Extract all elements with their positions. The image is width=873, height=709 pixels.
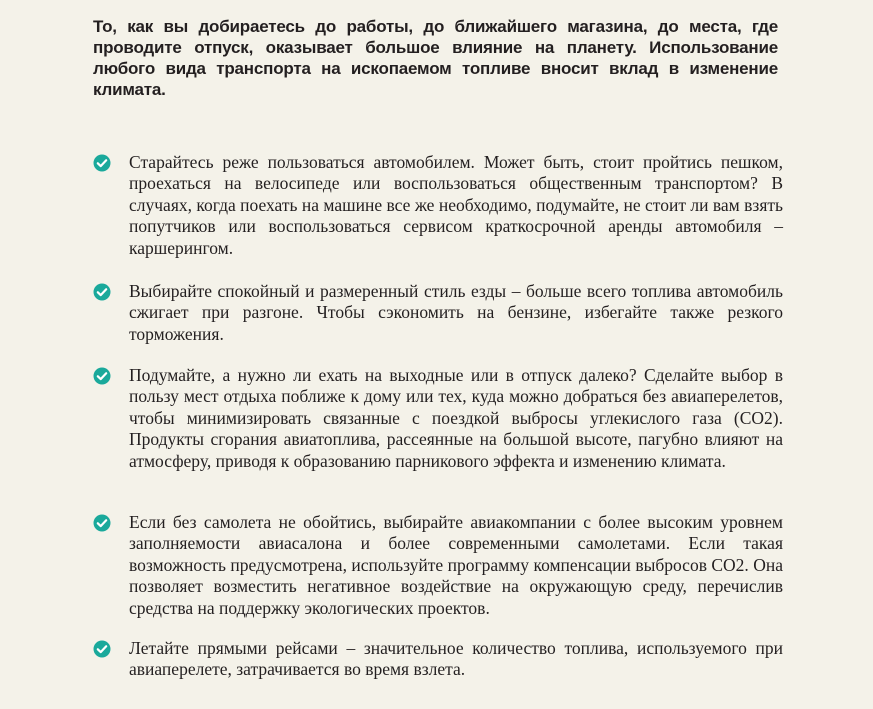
tip-text: Если без самолета не обойтись, выбирайте авиакомпании с более высоким уровнем заполняемости авиасалона и более современными самолетами. Если такая возможность предусмотрена, используйте программу компенсации выбросов СО2. Она позволяет возместить негативное воздействие на окружающую среду, перечислив средства на поддержку экологических проектов. xyxy=(129,512,783,618)
check-circle-icon xyxy=(93,640,111,658)
list-item xyxy=(93,365,783,472)
list-item xyxy=(93,281,783,345)
check-circle-icon xyxy=(93,367,111,385)
tip-text: Выбирайте спокойный и размеренный стиль езды – больше всего топлива автомобиль сжигает при разгоне. Чтобы сэкономить на бензине, избегайте также резкого торможения. xyxy=(129,281,783,344)
tip-text: Подумайте, а нужно ли ехать на выходные или в отпуск далеко? Сделайте выбор в пользу мест отдыха поближе к дому или тех, куда можно добраться без авиаперелетов, чтобы минимизировать связанные с поездкой выбросы углекислого газа (СО2). Продукты сгорания авиатоплива, рассеянные на большой высоте, пагубно влияют на атмосферу, приводя к образованию парникового эффекта и изменению климата. xyxy=(129,365,783,471)
list-item xyxy=(93,152,783,259)
tip-text: Летайте прямыми рейсами – значительное количество топлива, используемого при авиаперелете, затрачивается во время взлета. xyxy=(129,638,783,680)
tip-text: Старайтесь реже пользоваться автомобилем. Может быть, стоит пройтись пешком, проехаться на велосипеде или воспользоваться общественным транспортом? В случаях, когда поехать на машине все же необходимо, подумайте, не стоит ли вам взять попутчиков или воспользоваться сервисом краткосрочной аренды автомобиля – каршерингом. xyxy=(129,152,783,258)
check-circle-icon xyxy=(93,514,111,532)
check-circle-icon xyxy=(93,283,111,301)
check-circle-icon xyxy=(93,154,111,172)
list-item xyxy=(93,512,783,619)
intro-paragraph: То, как вы добираетесь до работы, до ближайшего магазина, до места, где проводите отпуск, оказывает большое влияние на планету. Использование любого вида транспорта на ископаемом топливе вносит вклад в изменение климата. xyxy=(93,17,778,99)
list-item xyxy=(93,638,783,681)
